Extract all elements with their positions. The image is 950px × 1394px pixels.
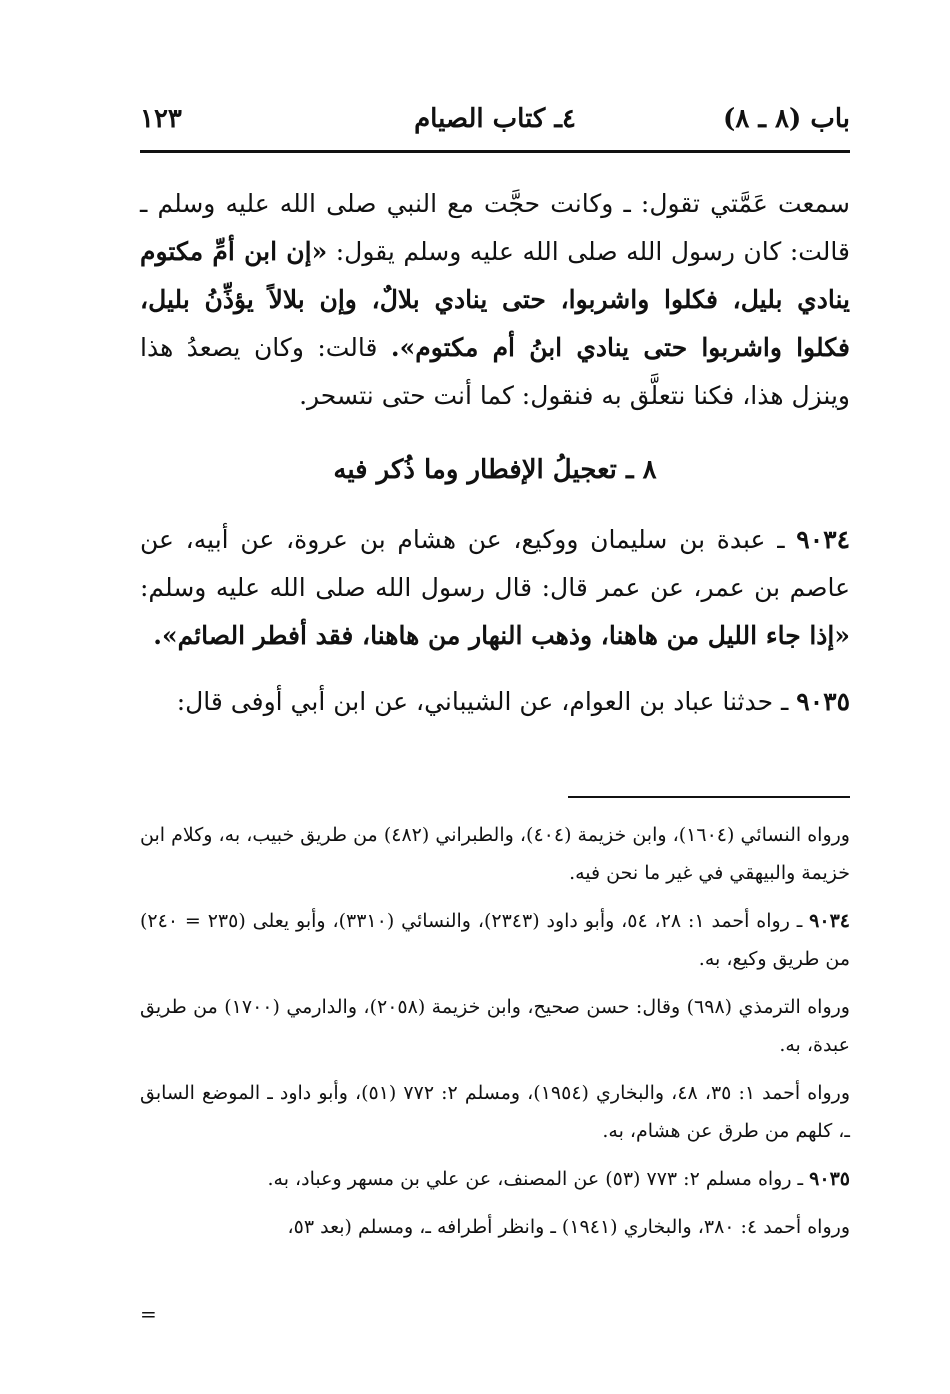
hadith-9035 [140,678,850,726]
footnotes [140,816,850,1256]
section-heading: ٨ ـ تعجيلُ الإفطار وما ذُكر فيه [333,455,657,485]
footnote-5-text: ـ رواه مسلم ٢: ٧٧٣ (٥٣) عن المصنف، عن علي بن مسهر وعباد، به. [267,1168,810,1190]
hadith-9034 [140,516,850,660]
footnote-5-number: ٩٠٣٥ [809,1168,850,1190]
page-header [140,98,850,150]
chapter-label: باب (٨ ـ ٨) [723,104,850,134]
continuation-mark: = [140,1302,157,1326]
footnote-divider [568,796,850,798]
book-title: ٤ـ كتاب الصيام [414,104,576,134]
footnote-2-text: ـ رواه أحمد ١: ٢٨، ٥٤، وأبو داود (٢٣٤٣)، والنسائي (٣٣١٠)، وأبو يعلى (٢٣٥ = ٢٤٠) من طريق وكيع، به. [140,910,850,970]
footnote-2-number: ٩٠٣٤ [809,910,850,932]
para1-tail: قالت: وكان يصعدُ هذا وينزل هذا، فكنا نتعلَّق به فنقول: كما أنت حتى نتسحر. [140,333,850,410]
footnote-4: ورواه أحمد ١: ٣٥، ٤٨، والبخاري (١٩٥٤)، ومسلم ٢: ٧٧٢ (٥١)، وأبو داود ـ الموضع السابق ـ، كلهم من طرق عن هشام، به. [140,1082,850,1142]
para1-hadith: «إن ابن أمِّ مكتوم ينادي بليل، فكلوا واشربوا، حتى ينادي بلالٌ، وإن بلالاً يؤذِّنُ بليل، فكلوا واشربوا حتى ينادي ابنُ أم مكتوم». [140,237,851,362]
hadith-9035-text: ـ حدثنا عباد بن العوام، عن الشيباني، عن ابن أبي أوفى قال: [176,687,797,716]
para1-line1: سمعت عَمَّتي تقول: ـ وكانت حجَّت مع النبي صلى الله عليه وسلم ـ [140,189,850,218]
hadith-9035-number: ٩٠٣٥ [796,687,850,716]
hadith-9034-number: ٩٠٣٤ [796,525,850,554]
footnote-3: ورواه الترمذي (٦٩٨) وقال: حسن صحيح، وابن خزيمة (٢٠٥٨)، والدارمي (١٧٠٠) من طريق عبدة، به. [140,996,850,1056]
footnote-1: ورواه النسائي (١٦٠٤)، وابن خزيمة (٤٠٤)، والطبراني (٤٨٢) من طريق خبيب، به، وكلام ابن خزيمة والبيهقي في غير ما نحن فيه. [140,824,850,884]
hadith-9034-text: ـ عبدة بن سليمان ووكيع، عن هشام بن عروة، عن أبيه، عن عاصم بن عمر، عن عمر قال: قال رسول الله صلى الله عليه وسلم: [140,525,850,602]
footnote-6: ورواه أحمد ٤: ٣٨٠، والبخاري (١٩٤١) ـ وانظر أطرافه ـ، ومسلم (بعد ٥٣، [287,1216,850,1238]
page-number: ١٢٣ [140,104,182,134]
paragraph-1 [140,180,850,420]
hadith-9034-quote: «إذا جاء الليل من هاهنا، وذهب النهار من هاهنا، فقد أفطر الصائم». [153,621,850,650]
header-divider [140,150,850,153]
main-text [140,180,850,726]
footnote-5 [140,1160,850,1198]
footnote-2 [140,902,850,978]
para1-line2: قالت: كان رسول الله صلى الله عليه وسلم يقول: [327,237,850,266]
